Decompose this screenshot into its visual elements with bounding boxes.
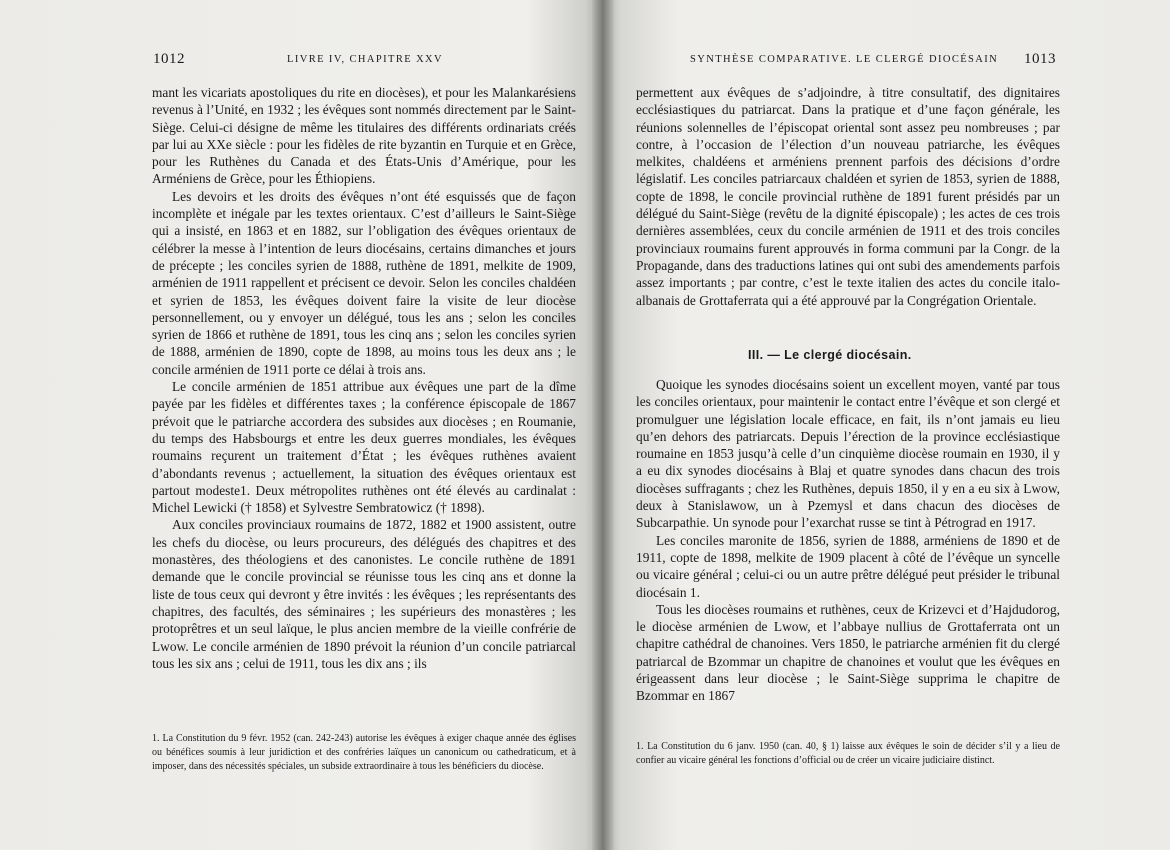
left-running-title: LIVRE IV, CHAPITRE XXV bbox=[287, 54, 444, 65]
right-running-title: SYNTHÈSE COMPARATIVE. LE CLERGÉ DIOCÉSAIN bbox=[690, 54, 999, 65]
right-paragraph-1: permettent aux évêques de s’adjoindre, à titre consultatif, des dignitaires ecclésiastiques du patriarcat. Dans la pratique et d’une façon générale, les réunions solennelles de l’épiscopat oriental sont assez peu nombreuses ; par contre, à l’occasion de l’élection d’un nouveau patriarche, les évêques melkites, chaldéens et arméniens prennent parfois des décisions d’ordre législatif. Les conciles patriarcaux chaldéen et syrien de 1853, syrien de 1888, copte de 1898, le concile provincial ruthène de 1891 furent présidés par un délégué du Saint-Siège (revêtu de la dignité épiscopale) ; les actes de ces trois dernières assemblées, ceux du concile arménien de 1911 et des trois conciles provinciaux roumains furent approuvés in forma communi par la Congr. de la Propagande, dans des traductions latines qui ont subi des amendements parfois assez importants ; par contre, c’est le texte italien des actes du concile italo-albanais de Grottaferrata qui a été approuvé par la Congrégation Orientale. bbox=[636, 85, 1060, 308]
right-page-number: 1013 bbox=[1024, 51, 1056, 67]
right-body-bottom bbox=[636, 376, 1060, 705]
left-paragraph-1: mant les vicariats apostoliques du rite en diocèses), et pour les Malankarésiens revenus à l’Unité, en 1932 ; les évêques sont nommés directement par le Saint-Siège. Celui-ci désigne de même les titulaires des différents ordinariats créés par lui au XXe siècle : pour les fidèles de rite byzantin en Turquie et en Grèce, pour les Ruthènes du Canada et des États-Unis d’Amérique, pour les Arméniens de Grèce, pour les Éthiopiens. bbox=[152, 85, 576, 187]
right-paragraph-4: Tous les diocèses roumains et ruthènes, ceux de Krizevci et d’Hajdudorog, le diocèse arménien de Lwow, et l’abbaye nullius de Grottaferrata ont un chapitre cathédral de chanoines. Vers 1850, le patriarche arménien fit du clergé patriarcal de Bzommar un chapitre de chanoines et voulut que les évêques en érigeassent dans leur diocèse ; le Saint-Siège supprima le chapitre de Bzommar en 1867 bbox=[636, 601, 1060, 704]
left-paragraph-4: Aux conciles provinciaux roumains de 1872, 1882 et 1900 assistent, outre les chefs du diocèse, ou leurs procureurs, des délégués des chapitres et des monastères, des théologiens et des canonistes. Le concile ruthène de 1891 demande que le concile provincial se réunisse tous les cinq ans et donne la liste de tous ceux qui devront y être invités : les évêques ; les représentants des chapitres, des facultés, des séminaires ; les supérieurs des monastères ; les protoprêtres et un seul laïque, le plus ancien membre de la vieille confrérie de Lwow. Le concile arménien de 1890 prévoit la réunion d’un concile patriarcal tous les six ans ; celui de 1911, tous les dix ans ; ils bbox=[152, 517, 576, 671]
left-paragraph-2: Les devoirs et les droits des évêques n’ont été esquissés que de façon incomplète et inégale par les textes orientaux. C’est d’ailleurs le Saint-Siège qui a insisté, en 1863 et en 1882, sur l’obligation des évêques orientaux de célébrer la messe à l’intention de leurs diocésains, certains dimanches et jours de précepte ; les conciles syrien de 1888, ruthène de 1891, melkite de 1909, arménien de 1911 rappellent et précisent ce devoir. Selon les conciles chaldéen et syrien de 1853, les évêques doivent faire la visite de leur diocèse personnellement, ou y envoyer un délégué, tous les ans ; selon les conciles syrien de 1866 et ruthène de 1891, tous les cinq ans ; selon les conciles syrien de 1888, arménien de 1890, copte de 1898, au moins tous les deux ans ; le concile arménien de 1911 porte ce délai à trois ans. bbox=[152, 188, 576, 377]
left-page-number: 1012 bbox=[153, 51, 185, 67]
right-paragraph-2: Quoique les synodes diocésains soient un excellent moyen, vanté par tous les conciles orientaux, pour maintenir le contact entre l’évêque et son clergé et promulguer une législation locale efficace, en fait, ils n’ont jamais eu lieu qu’en dehors des patriarcats. Depuis l’érection de la province ecclésiastique roumaine en 1853 jusqu’à celle d’un cinquième diocèse roumain en 1930, il y a eu dix synodes diocésains à Blaj et quatre synodes dans chacun des trois diocèses suffragants ; chez les Ruthènes, depuis 1850, il y en a eu six à Lwow, deux à Stanislawow, un à Pzemysl et dans chacun des diocèses de Subcarpathie. Un synode pour l’exarchat russe se tint à Pétrograd en 1917. bbox=[636, 377, 1060, 531]
right-body-top bbox=[636, 84, 1060, 309]
left-paragraph-3: Le concile arménien de 1851 attribue aux évêques une part de la dîme payée par les fidèles et différentes taxes ; la conférence épiscopale de 1867 prévoit que le patriarche accordera des subsides aux diocèses ; en Roumanie, du temps des Habsbourgs et entre les deux guerres mondiales, les évêques roumains reçurent un traitement d’État ; les évêques ruthènes avaient d’abondants revenus ; actuellement, la situation des évêques orientaux est partout modeste1. Deux métropolites ruthènes ont été élevés au cardinalat : Michel Lewicki († 1858) et Sylvestre Sembratowicz († 1898). bbox=[152, 379, 576, 516]
right-footnote: 1. La Constitution du 6 janv. 1950 (can. 40, § 1) laisse aux évêques le soin de décider s’il y a lieu de confier au vicaire général les fonctions d’official ou de créer un vicaire judiciaire distinct. bbox=[636, 741, 1060, 766]
left-footnote: 1. La Constitution du 9 févr. 1952 (can. 242-243) autorise les évêques à exiger chaque année des églises ou bénéfices soumis à leur juridiction et des confréries laïques un canonicum ou cathedraticum, et à imposer, dans des nécessités spéciales, un subside extraordinaire à tous les bénéficiers du diocèse. bbox=[152, 733, 576, 772]
left-body bbox=[152, 84, 576, 672]
section-title: III. — Le clergé diocésain. bbox=[748, 348, 912, 362]
right-paragraph-3: Les conciles maronite de 1856, syrien de 1888, arméniens de 1890 et de 1911, copte de 1898, melkite de 1909 placent à côté de l’évêque un syncelle ou vicaire général ; celui-ci ou un autre prêtre délégué peut présider le tribunal diocésain 1. bbox=[636, 532, 1060, 600]
